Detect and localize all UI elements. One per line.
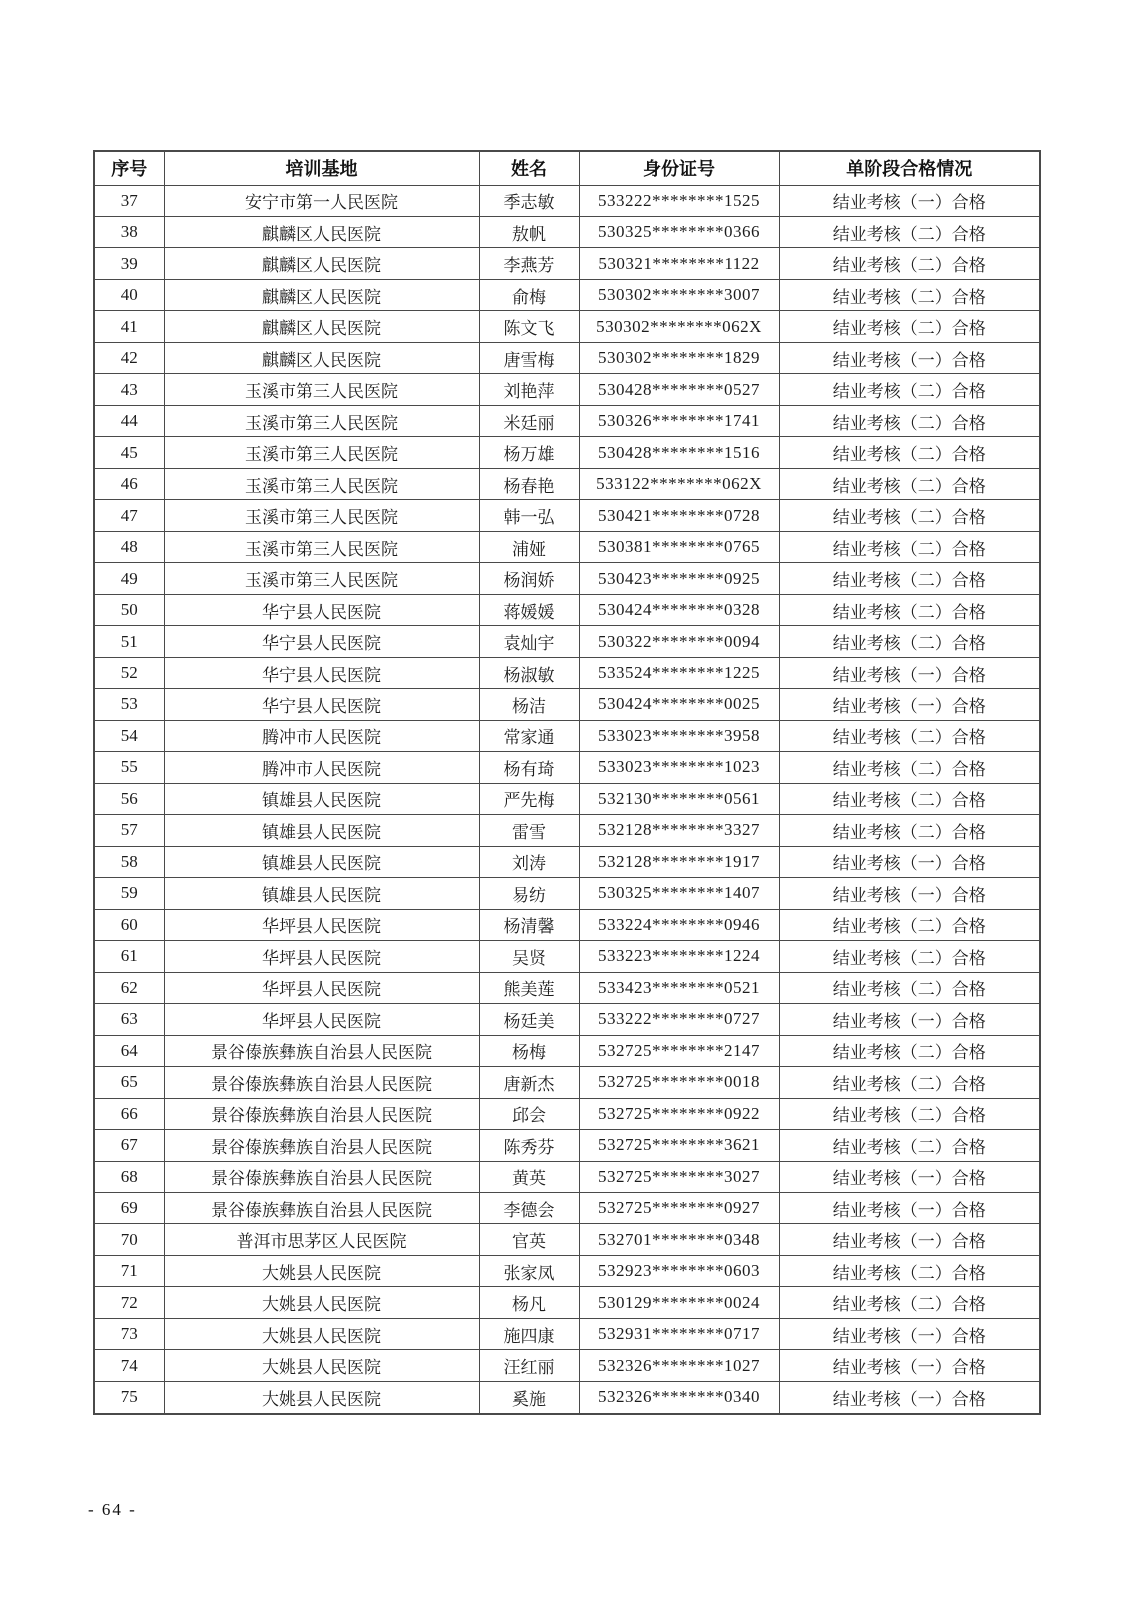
cell-status: 结业考核（二）合格	[779, 468, 1040, 499]
table-row	[94, 248, 1040, 279]
cell-status: 结业考核（二）合格	[779, 972, 1040, 1003]
cell-status: 结业考核（二）合格	[779, 815, 1040, 846]
cell-status: 结业考核（一）合格	[779, 1161, 1040, 1192]
cell-num: 56	[94, 783, 164, 814]
cell-name: 袁灿宇	[479, 626, 579, 657]
table-row	[94, 563, 1040, 594]
cell-id: 530325********0366	[579, 216, 779, 247]
cell-num: 37	[94, 185, 164, 216]
cell-status: 结业考核（一）合格	[779, 657, 1040, 688]
table-row	[94, 594, 1040, 625]
cell-status: 结业考核（一）合格	[779, 878, 1040, 909]
cell-id: 533423********0521	[579, 972, 779, 1003]
cell-id: 530302********3007	[579, 279, 779, 310]
cell-num: 69	[94, 1193, 164, 1224]
table-row	[94, 342, 1040, 373]
cell-status: 结业考核（一）合格	[779, 846, 1040, 877]
cell-name: 刘涛	[479, 846, 579, 877]
cell-num: 66	[94, 1098, 164, 1129]
cell-name: 杨廷美	[479, 1004, 579, 1035]
cell-name: 官英	[479, 1224, 579, 1255]
cell-name: 杨清馨	[479, 909, 579, 940]
cell-num: 74	[94, 1350, 164, 1381]
cell-status: 结业考核（二）合格	[779, 720, 1040, 751]
cell-id: 532923********0603	[579, 1255, 779, 1286]
cell-id: 530322********0094	[579, 626, 779, 657]
cell-num: 75	[94, 1381, 164, 1414]
cell-num: 40	[94, 279, 164, 310]
cell-name: 张家凤	[479, 1255, 579, 1286]
table-row	[94, 185, 1040, 216]
footer-page-number: - 64 -	[88, 1500, 137, 1519]
cell-id: 530421********0728	[579, 500, 779, 531]
cell-num: 67	[94, 1130, 164, 1161]
cell-num: 47	[94, 500, 164, 531]
cell-num: 51	[94, 626, 164, 657]
cell-base: 玉溪市第三人民医院	[164, 500, 479, 531]
cell-id: 530381********0765	[579, 531, 779, 562]
cell-status: 结业考核（二）合格	[779, 1067, 1040, 1098]
table-header	[94, 151, 1040, 185]
table-row	[94, 1130, 1040, 1161]
cell-id: 532128********1917	[579, 846, 779, 877]
table-row	[94, 909, 1040, 940]
cell-name: 杨万雄	[479, 437, 579, 468]
table-row	[94, 1318, 1040, 1349]
cell-num: 71	[94, 1255, 164, 1286]
cell-status: 结业考核（二）合格	[779, 941, 1040, 972]
cell-name: 李燕芳	[479, 248, 579, 279]
cell-id: 533122********062X	[579, 468, 779, 499]
cell-base: 麒麟区人民医院	[164, 311, 479, 342]
cell-status: 结业考核（一）合格	[779, 1004, 1040, 1035]
cell-base: 玉溪市第三人民医院	[164, 405, 479, 436]
column-header-num: 序号	[94, 151, 164, 185]
cell-base: 华宁县人民医院	[164, 657, 479, 688]
cell-num: 72	[94, 1287, 164, 1318]
cell-name: 杨梅	[479, 1035, 579, 1066]
cell-status: 结业考核（一）合格	[779, 342, 1040, 373]
cell-base: 麒麟区人民医院	[164, 279, 479, 310]
cell-base: 镇雄县人民医院	[164, 878, 479, 909]
cell-status: 结业考核（一）合格	[779, 1224, 1040, 1255]
cell-base: 华坪县人民医院	[164, 909, 479, 940]
qualification-table	[93, 150, 1041, 1415]
cell-num: 53	[94, 689, 164, 720]
cell-num: 73	[94, 1318, 164, 1349]
cell-base: 大姚县人民医院	[164, 1318, 479, 1349]
table-row	[94, 437, 1040, 468]
cell-base: 景谷傣族彝族自治县人民医院	[164, 1067, 479, 1098]
cell-base: 镇雄县人民医院	[164, 846, 479, 877]
table-row	[94, 815, 1040, 846]
cell-name: 刘艳萍	[479, 374, 579, 405]
cell-num: 70	[94, 1224, 164, 1255]
cell-base: 麒麟区人民医院	[164, 342, 479, 373]
cell-base: 景谷傣族彝族自治县人民医院	[164, 1193, 479, 1224]
cell-name: 吴贤	[479, 941, 579, 972]
cell-id: 532701********0348	[579, 1224, 779, 1255]
cell-id: 532130********0561	[579, 783, 779, 814]
cell-id: 530424********0025	[579, 689, 779, 720]
cell-base: 景谷傣族彝族自治县人民医院	[164, 1161, 479, 1192]
cell-status: 结业考核（二）合格	[779, 437, 1040, 468]
table-row	[94, 531, 1040, 562]
cell-base: 腾冲市人民医院	[164, 720, 479, 751]
column-header-base: 培训基地	[164, 151, 479, 185]
cell-status: 结业考核（二）合格	[779, 374, 1040, 405]
cell-base: 华宁县人民医院	[164, 594, 479, 625]
cell-base: 华坪县人民医院	[164, 972, 479, 1003]
cell-name: 唐新杰	[479, 1067, 579, 1098]
cell-num: 41	[94, 311, 164, 342]
cell-num: 58	[94, 846, 164, 877]
cell-base: 华宁县人民医院	[164, 689, 479, 720]
cell-id: 532725********0922	[579, 1098, 779, 1129]
cell-name: 施四康	[479, 1318, 579, 1349]
cell-num: 60	[94, 909, 164, 940]
cell-name: 奚施	[479, 1381, 579, 1414]
cell-base: 大姚县人民医院	[164, 1287, 479, 1318]
cell-base: 景谷傣族彝族自治县人民医院	[164, 1098, 479, 1129]
cell-name: 杨春艳	[479, 468, 579, 499]
table-row	[94, 279, 1040, 310]
table-row	[94, 1287, 1040, 1318]
table-row	[94, 1381, 1040, 1414]
cell-num: 63	[94, 1004, 164, 1035]
cell-id: 533524********1225	[579, 657, 779, 688]
cell-name: 俞梅	[479, 279, 579, 310]
cell-status: 结业考核（二）合格	[779, 1255, 1040, 1286]
cell-num: 46	[94, 468, 164, 499]
cell-num: 61	[94, 941, 164, 972]
cell-status: 结业考核（一）合格	[779, 689, 1040, 720]
cell-name: 唐雪梅	[479, 342, 579, 373]
cell-status: 结业考核（二）合格	[779, 1098, 1040, 1129]
table-row	[94, 1193, 1040, 1224]
cell-base: 景谷傣族彝族自治县人民医院	[164, 1130, 479, 1161]
cell-name: 陈文飞	[479, 311, 579, 342]
cell-name: 黄英	[479, 1161, 579, 1192]
cell-id: 530321********1122	[579, 248, 779, 279]
cell-base: 玉溪市第三人民医院	[164, 437, 479, 468]
cell-name: 季志敏	[479, 185, 579, 216]
cell-name: 米廷丽	[479, 405, 579, 436]
cell-status: 结业考核（二）合格	[779, 279, 1040, 310]
cell-name: 蒋媛媛	[479, 594, 579, 625]
cell-num: 42	[94, 342, 164, 373]
table-row	[94, 1098, 1040, 1129]
cell-status: 结业考核（二）合格	[779, 594, 1040, 625]
table-row	[94, 1004, 1040, 1035]
cell-name: 李德会	[479, 1193, 579, 1224]
column-header-status: 单阶段合格情况	[779, 151, 1040, 185]
cell-status: 结业考核（二）合格	[779, 1287, 1040, 1318]
table-row	[94, 311, 1040, 342]
cell-status: 结业考核（一）合格	[779, 185, 1040, 216]
table-row	[94, 972, 1040, 1003]
column-header-name: 姓名	[479, 151, 579, 185]
cell-name: 邱会	[479, 1098, 579, 1129]
cell-id: 532128********3327	[579, 815, 779, 846]
table-row	[94, 468, 1040, 499]
cell-num: 38	[94, 216, 164, 247]
table-row	[94, 216, 1040, 247]
table-row	[94, 689, 1040, 720]
cell-id: 530302********1829	[579, 342, 779, 373]
cell-status: 结业考核（一）合格	[779, 1318, 1040, 1349]
cell-num: 49	[94, 563, 164, 594]
cell-name: 杨有琦	[479, 752, 579, 783]
cell-status: 结业考核（一）合格	[779, 1350, 1040, 1381]
table-header-row	[94, 151, 1040, 185]
cell-name: 浦娅	[479, 531, 579, 562]
table-row	[94, 1035, 1040, 1066]
cell-id: 530428********1516	[579, 437, 779, 468]
cell-id: 533023********3958	[579, 720, 779, 751]
cell-id: 530326********1741	[579, 405, 779, 436]
table-row	[94, 878, 1040, 909]
cell-name: 韩一弘	[479, 500, 579, 531]
cell-status: 结业考核（一）合格	[779, 1381, 1040, 1414]
cell-name: 常家通	[479, 720, 579, 751]
cell-base: 腾冲市人民医院	[164, 752, 479, 783]
cell-num: 52	[94, 657, 164, 688]
cell-base: 大姚县人民医院	[164, 1350, 479, 1381]
cell-base: 普洱市思茅区人民医院	[164, 1224, 479, 1255]
cell-name: 汪红丽	[479, 1350, 579, 1381]
cell-base: 麒麟区人民医院	[164, 248, 479, 279]
cell-base: 大姚县人民医院	[164, 1381, 479, 1414]
cell-name: 易纺	[479, 878, 579, 909]
cell-id: 532725********0927	[579, 1193, 779, 1224]
cell-id: 530428********0527	[579, 374, 779, 405]
cell-base: 玉溪市第三人民医院	[164, 374, 479, 405]
cell-name: 杨洁	[479, 689, 579, 720]
table-row	[94, 500, 1040, 531]
table-row	[94, 846, 1040, 877]
cell-status: 结业考核（二）合格	[779, 783, 1040, 814]
cell-base: 镇雄县人民医院	[164, 783, 479, 814]
cell-id: 532326********1027	[579, 1350, 779, 1381]
cell-num: 44	[94, 405, 164, 436]
table-row	[94, 752, 1040, 783]
table-row	[94, 374, 1040, 405]
cell-status: 结业考核（二）合格	[779, 531, 1040, 562]
cell-base: 麒麟区人民医院	[164, 216, 479, 247]
table-row	[94, 1067, 1040, 1098]
table-row	[94, 1224, 1040, 1255]
cell-name: 杨润娇	[479, 563, 579, 594]
cell-num: 48	[94, 531, 164, 562]
cell-num: 45	[94, 437, 164, 468]
cell-base: 华坪县人民医院	[164, 941, 479, 972]
cell-base: 镇雄县人民医院	[164, 815, 479, 846]
cell-base: 安宁市第一人民医院	[164, 185, 479, 216]
cell-id: 530325********1407	[579, 878, 779, 909]
cell-status: 结业考核（二）合格	[779, 1035, 1040, 1066]
cell-num: 39	[94, 248, 164, 279]
cell-status: 结业考核（二）合格	[779, 248, 1040, 279]
cell-num: 64	[94, 1035, 164, 1066]
cell-id: 530424********0328	[579, 594, 779, 625]
cell-id: 530302********062X	[579, 311, 779, 342]
table-row	[94, 1161, 1040, 1192]
cell-status: 结业考核（二）合格	[779, 311, 1040, 342]
table-row	[94, 720, 1040, 751]
cell-base: 玉溪市第三人民医院	[164, 531, 479, 562]
cell-base: 华宁县人民医院	[164, 626, 479, 657]
cell-num: 50	[94, 594, 164, 625]
cell-id: 533223********1224	[579, 941, 779, 972]
cell-id: 532725********0018	[579, 1067, 779, 1098]
cell-id: 532326********0340	[579, 1381, 779, 1414]
cell-id: 533224********0946	[579, 909, 779, 940]
cell-name: 杨淑敏	[479, 657, 579, 688]
cell-num: 54	[94, 720, 164, 751]
cell-id: 530423********0925	[579, 563, 779, 594]
cell-name: 陈秀芬	[479, 1130, 579, 1161]
cell-name: 严先梅	[479, 783, 579, 814]
cell-base: 景谷傣族彝族自治县人民医院	[164, 1035, 479, 1066]
cell-id: 533222********1525	[579, 185, 779, 216]
table-row	[94, 1255, 1040, 1286]
cell-num: 57	[94, 815, 164, 846]
cell-id: 530129********0024	[579, 1287, 779, 1318]
column-header-id: 身份证号	[579, 151, 779, 185]
cell-name: 雷雪	[479, 815, 579, 846]
cell-num: 68	[94, 1161, 164, 1192]
cell-name: 熊美莲	[479, 972, 579, 1003]
table-row	[94, 941, 1040, 972]
table-row	[94, 626, 1040, 657]
cell-status: 结业考核（二）合格	[779, 752, 1040, 783]
cell-id: 532725********2147	[579, 1035, 779, 1066]
cell-id: 532725********3621	[579, 1130, 779, 1161]
cell-status: 结业考核（二）合格	[779, 405, 1040, 436]
cell-num: 55	[94, 752, 164, 783]
cell-num: 65	[94, 1067, 164, 1098]
cell-id: 532725********3027	[579, 1161, 779, 1192]
cell-status: 结业考核（二）合格	[779, 563, 1040, 594]
table-body	[94, 185, 1040, 1414]
cell-id: 532931********0717	[579, 1318, 779, 1349]
cell-status: 结业考核（二）合格	[779, 1130, 1040, 1161]
cell-num: 43	[94, 374, 164, 405]
table-row	[94, 657, 1040, 688]
cell-id: 533222********0727	[579, 1004, 779, 1035]
cell-status: 结业考核（二）合格	[779, 216, 1040, 247]
cell-base: 华坪县人民医院	[164, 1004, 479, 1035]
table-row	[94, 405, 1040, 436]
cell-base: 大姚县人民医院	[164, 1255, 479, 1286]
cell-status: 结业考核（一）合格	[779, 1193, 1040, 1224]
cell-id: 533023********1023	[579, 752, 779, 783]
table-row	[94, 783, 1040, 814]
cell-status: 结业考核（二）合格	[779, 909, 1040, 940]
cell-num: 62	[94, 972, 164, 1003]
cell-name: 敖帆	[479, 216, 579, 247]
cell-status: 结业考核（二）合格	[779, 500, 1040, 531]
cell-base: 玉溪市第三人民医院	[164, 563, 479, 594]
table-row	[94, 1350, 1040, 1381]
cell-base: 玉溪市第三人民医院	[164, 468, 479, 499]
cell-status: 结业考核（二）合格	[779, 626, 1040, 657]
cell-name: 杨凡	[479, 1287, 579, 1318]
cell-num: 59	[94, 878, 164, 909]
